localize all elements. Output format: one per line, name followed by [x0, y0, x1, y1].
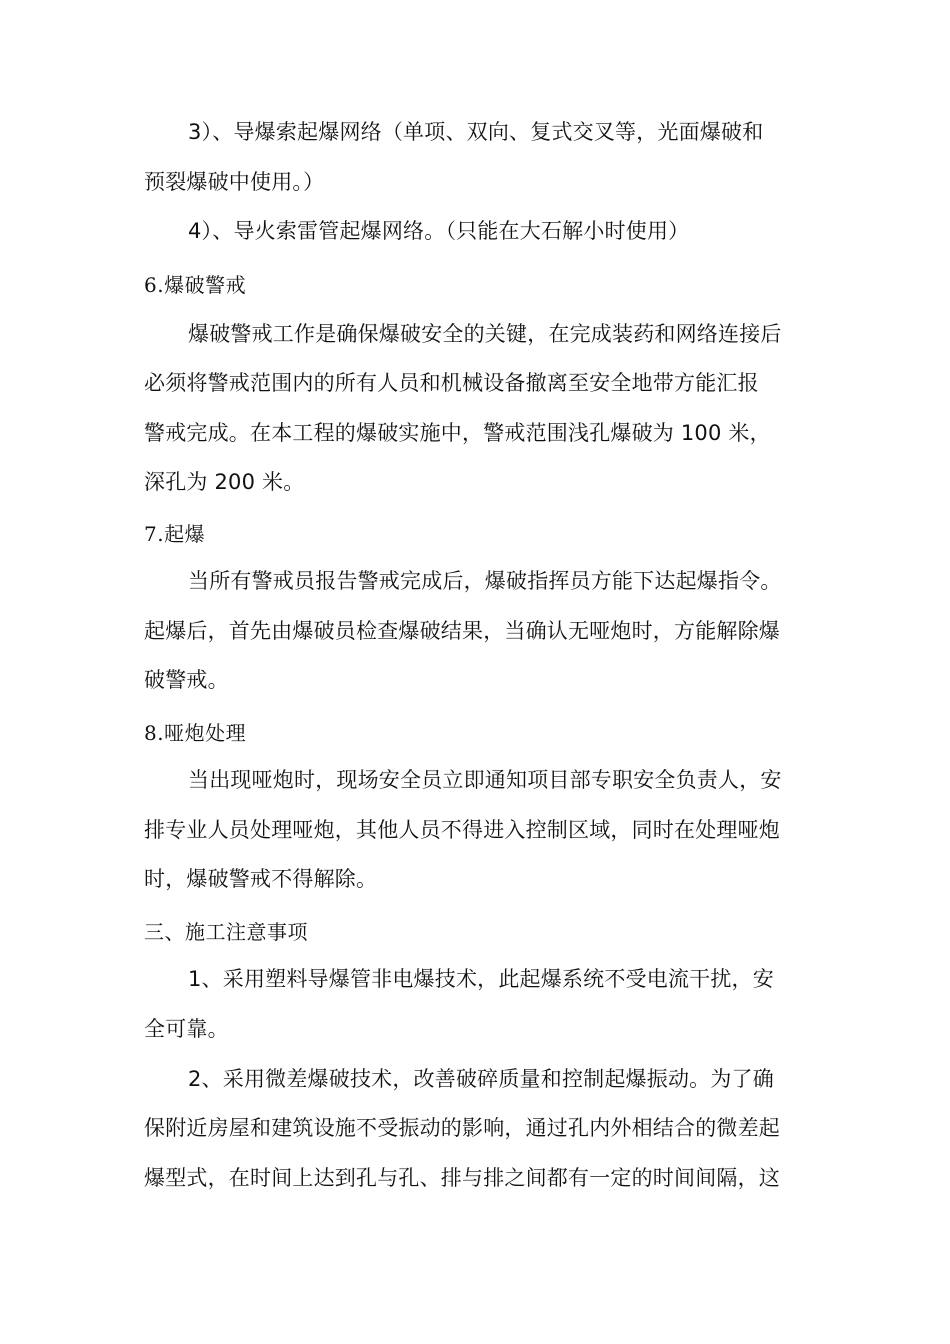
body-line: 1、采用塑料导爆管非电爆技术，此起爆系统不受电流干扰，安: [188, 967, 774, 991]
body-line: 3）、导爆索起爆网络（单项、双向、复式交叉等，光面爆破和: [188, 120, 764, 144]
section-heading: 7.起爆: [144, 522, 206, 546]
section-heading: 8.哑炮处理: [144, 721, 247, 745]
body-line: 破警戒。: [144, 668, 229, 692]
body-line: 必须将警戒范围内的所有人员和机械设备撤离至安全地带方能汇报: [144, 371, 759, 395]
body-line: 时，爆破警戒不得解除。: [144, 867, 378, 891]
body-line: 当所有警戒员报告警戒完成后，爆破指挥员方能下达起爆指令。: [188, 569, 782, 593]
section-heading: 三、施工注意事项: [144, 920, 308, 944]
body-line: 预裂爆破中使用。）: [144, 170, 325, 194]
body-line: 排专业人员处理哑炮，其他人员不得进入控制区域，同时在处理哑炮: [144, 818, 780, 842]
section-heading: 6.爆破警戒: [144, 273, 247, 297]
body-line: 2、采用微差爆破技术，改善破碎质量和控制起爆振动。为了确: [188, 1067, 774, 1091]
body-line: 爆型式，在时间上达到孔与孔、排与排之间都有一定的时间间隔，这: [144, 1166, 780, 1190]
body-line: 深孔为 200 米。: [144, 470, 305, 494]
body-line: 警戒完成。在本工程的爆破实施中，警戒范围浅孔爆破为 100 米，: [144, 421, 771, 445]
body-line: 全可靠。: [144, 1017, 229, 1041]
body-line: 当出现哑炮时，现场安全员立即通知项目部专职安全负责人，安: [188, 768, 782, 792]
body-line: 4）、导火索雷管起爆网络。（只能在大石解小时使用）: [188, 219, 690, 243]
body-line: 起爆后，首先由爆破员检查爆破结果，当确认无哑炮时，方能解除爆: [144, 619, 780, 643]
body-line: 保附近房屋和建筑设施不受振动的影响，通过孔内外相结合的微差起: [144, 1116, 780, 1140]
body-line: 爆破警戒工作是确保爆破安全的关键，在完成装药和网络连接后: [188, 322, 782, 346]
